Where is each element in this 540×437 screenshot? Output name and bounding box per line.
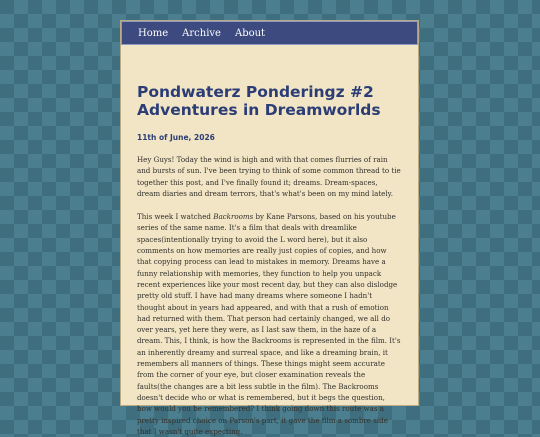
post-paragraph-2 <box>137 211 402 437</box>
nav-archive[interactable]: Archive <box>182 27 221 39</box>
post-date: 11th of June, 2026 <box>137 133 215 142</box>
nav-home[interactable]: Home <box>138 27 169 39</box>
page-container <box>121 21 418 436</box>
post-title: Pondwaterz Ponderingz #2 Adventures in Dreamworlds <box>137 83 381 119</box>
post-paragraph-2-body: by Kane Parsons, based on his youtube series of the same name. It's a film that deals with dreamlike spaces(intentionally trying to avoid the L word here), but it also comments on how memories are really just copies of copies, and how that copying process can lead to mistakes in memory. Dreams have a funny relationship with memories, they function to help you unpack recent experiences like your most recent day, but they can also dislodge pretty old stuff. I have had many dreams where someone I hadn't thought about in years had appeared, and with that a rush of emotion had returned with them. That person had certainly changed, we all do over years, yet here they were, as I last saw them, in the haze of a dream. This, I think, is how the Backrooms is represented in the film. It's an inherently dreamy and surreal space, and like a dreaming brain, it remembers all manners of things. These things might seem accurate from the corner of your eye, but closer examination reveals the faults(the changes are a bit less subtle in the film). The Backrooms doesn't decide who or what is remembered, but it begs the question, how would you be remembered? I think going down this route was a pretty inspired choice on Parson's part, it gave the film a sombre side that I wasn't quite expecting. <box>137 212 401 436</box>
post-content <box>121 45 418 437</box>
post-paragraph-2-intro: This week I watched <box>137 212 214 222</box>
film-title: Backrooms <box>213 212 254 222</box>
top-nav <box>121 21 418 45</box>
post-paragraph-1: Hey Guys! Today the wind is high and with that comes flurries of rain and bursts of sun. I've been trying to think of some common thread to tie together this post, and I've finally found it; dreams. Dream-spaces, dream diaries and dream terrors, that's what's been on my mind lately. <box>137 155 401 198</box>
nav-about[interactable]: About <box>234 27 266 39</box>
